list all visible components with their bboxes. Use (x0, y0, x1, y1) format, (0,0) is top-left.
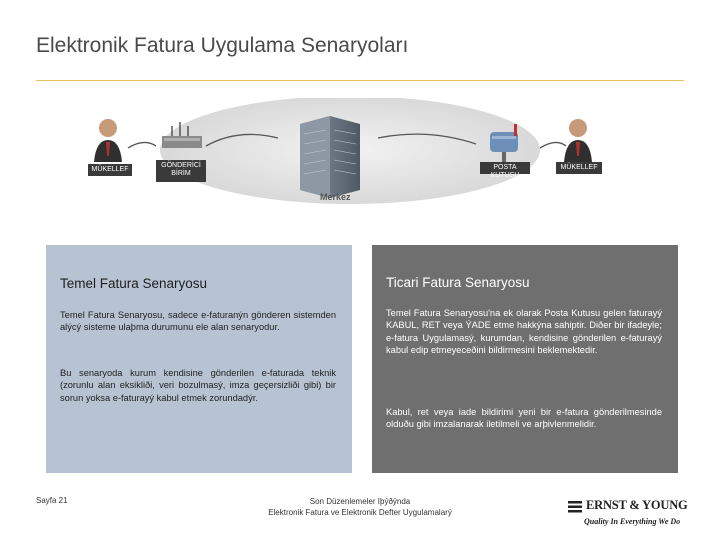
person-right-label: MÜKELLEF (560, 164, 598, 171)
diagram-illustration (88, 98, 622, 210)
footer-caption (240, 496, 480, 518)
temel-fatura-paragraph-1: Temel Fatura Senaryosu, sadece e-faturanýn gönderen sistemden alýcý sisteme ulaþma durumunu ele alan senaryodur. (60, 310, 336, 333)
footer-caption-line-1: Son Düzenlemeler Iþýðýnda (309, 497, 411, 506)
merkez-label: Merkez (320, 192, 351, 202)
temel-fatura-paragraph-2: Bu senaryoda kurum kendisine gönderilen e-faturada teknik (zorunlu alan eksikliði, veri bozulmasý, imza geçersizliði gibi) bir sorun yoksa e-faturayý kabul etmek zorundadýr. (60, 368, 336, 403)
logo-tagline: Quality In Everything We Do (584, 517, 681, 526)
footer-caption-line-2: Elektronik Fatura ve Elektronik Defter Uygulamalarý (268, 508, 452, 517)
temel-fatura-heading: Temel Fatura Senaryosu (60, 276, 208, 291)
ticari-fatura-paragraph-2: Kabul, ret veya iade bildirimi yeni bir e-fatura gönderilmesinde olduðu gibi imzalanarak iletilmeli ve arþivlenmelidir. (386, 407, 662, 430)
logo-name: ERNST & YOUNG (586, 498, 688, 512)
temel-fatura-panel (46, 245, 352, 473)
ticari-fatura-panel (372, 245, 678, 473)
page-number: Sayfa 21 (36, 496, 68, 505)
sender-label: GÖNDERİCİ BİRİM (161, 162, 201, 178)
person-right-icon (564, 119, 592, 162)
mailbox-label: POSTA KUTUSU (490, 164, 520, 180)
scenario-diagram (88, 98, 622, 210)
title-divider (36, 80, 684, 81)
ticari-fatura-paragraph-1: Temel Fatura Senaryosu'na ek olarak Posta Kutusu gelen faturayý KABUL, RET veya ÝADE etme hakkýna sahiptir. Diðer bir ifadeyle; e-fatura Uygulamasý, kurumdan, kendisine gönderilen e-faturayý kabul edip etmeyeceðini bildirmesini beklemektedir. (386, 308, 662, 356)
ey-mark-icon (568, 499, 584, 515)
ticari-fatura-heading: Ticari Fatura Senaryosu (386, 275, 530, 290)
merkez-building-icon (300, 116, 360, 198)
person-left-label: MÜKELLEF (91, 166, 129, 173)
ernst-young-logo (566, 498, 692, 532)
person-left-icon (94, 119, 122, 162)
slide-title: Elektronik Fatura Uygulama Senaryoları (36, 34, 409, 57)
